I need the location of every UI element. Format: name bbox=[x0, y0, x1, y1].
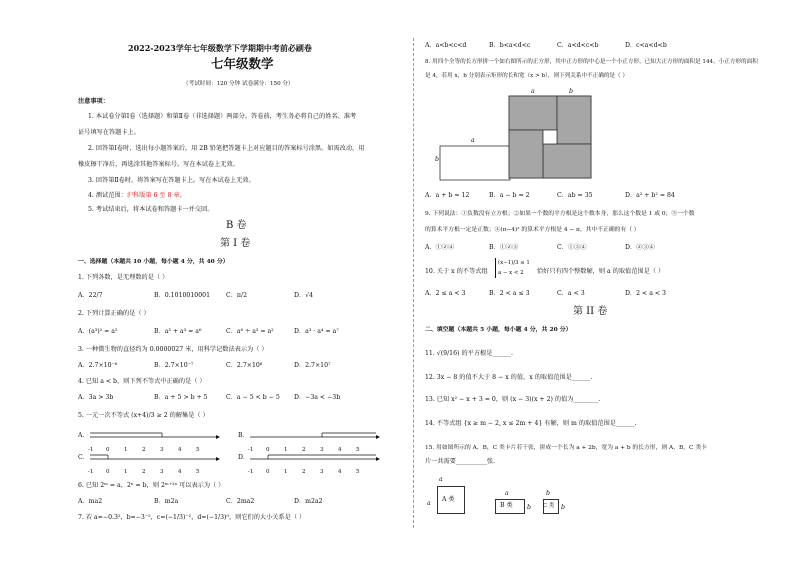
q10-system-line1: (x−1)/3 ≤ 1 bbox=[498, 260, 530, 266]
tick-label: 4 bbox=[178, 469, 182, 475]
note-2-cont: 橡皮擦干净后，再选涂其他答案标号。写在本试卷上无效。 bbox=[78, 161, 239, 168]
tick-label: 3 bbox=[320, 469, 324, 475]
q5-number-line-b bbox=[250, 430, 380, 448]
q1-option-a[interactable]: A．22/7 bbox=[78, 292, 103, 299]
card-c-side-label: b bbox=[561, 504, 565, 511]
note-3: 3. 回答第Ⅱ卷时，将答案写在答题卡上。写在本试卷上无效。 bbox=[88, 177, 255, 184]
q10-post: 恰好只有四个整数解，则 a 的取值范围是（ ） bbox=[537, 268, 665, 275]
left-column bbox=[78, 0, 408, 562]
q5-number-line-d bbox=[250, 452, 380, 470]
tick-label: 3 bbox=[160, 447, 164, 453]
q7-option-a[interactable]: A．a<b<c<d bbox=[425, 42, 467, 49]
q10-option-d[interactable]: D．2 < a < 3 bbox=[625, 290, 666, 297]
tick-label: 0 bbox=[266, 469, 270, 475]
exam-info: （考试时间：120 分钟 试卷满分：150 分） bbox=[183, 81, 294, 87]
q6-option-a[interactable]: A．ma2 bbox=[78, 498, 103, 505]
tick-label: -1 bbox=[248, 447, 254, 453]
tick-label: 1 bbox=[284, 469, 288, 475]
card-a-side-label: a bbox=[427, 500, 431, 507]
q8-square-label-b: b bbox=[569, 88, 573, 95]
q9-option-c[interactable]: C．①③④ bbox=[557, 244, 587, 251]
q13: 13. 已知 x² − x + 3 = 0，则 (x − 3)(x + 2) 的值为________. bbox=[425, 396, 601, 403]
tick-label: 1 bbox=[124, 447, 128, 453]
q8-option-b[interactable]: B．a − b = 2 bbox=[489, 192, 530, 199]
q4-stem: 4. 已知 a < b，则下列不等式中正确的是（ ） bbox=[78, 378, 206, 385]
q3-option-b[interactable]: B．2.7×10⁻⁷ bbox=[154, 362, 194, 369]
fill-in-heading: 二、填空题（本题共 5 小题，每小题 4 分，共 20 分） bbox=[425, 326, 572, 333]
q3-option-c[interactable]: C．2.7×10⁶ bbox=[226, 362, 263, 369]
q1-option-b[interactable]: B．0.1010010001 bbox=[154, 292, 211, 299]
q2-stem: 2. 下列计算正确的是（ ） bbox=[78, 310, 150, 317]
q2-option-d[interactable]: D．a³ · a⁴ = a⁷ bbox=[294, 328, 339, 335]
card-c-label: C 类 bbox=[543, 503, 555, 509]
q8-big-square-figure bbox=[509, 96, 609, 180]
subject-title: 七年级数学 bbox=[211, 56, 274, 71]
tick-label: 2 bbox=[302, 447, 306, 453]
part2-title: 第 II 卷 bbox=[573, 306, 608, 317]
note-4: 4. 测试范围：沪科版第 6 至 8 章。 bbox=[88, 192, 186, 199]
q7-option-c[interactable]: C．a<d<c<b bbox=[557, 42, 599, 49]
q6-stem: 6. 已知 2ᵐ = a，2ⁿ = b，则 2ᵐ⁺²ⁿ 可以表示为（ ） bbox=[78, 482, 225, 489]
q5-number-line-a bbox=[90, 430, 220, 448]
card-c-top-label: b bbox=[546, 490, 550, 497]
q7-option-d[interactable]: D．c<a<d<b bbox=[625, 42, 667, 49]
note-1: 1. 本试卷分第Ⅰ卷（选择题）和第Ⅱ卷（非选择题）两部分。答卷前，考生务必将自己的姓名、准考 bbox=[88, 113, 357, 120]
q10-pre: 10. 关于 x 的不等式组 bbox=[425, 268, 488, 275]
tick-label: 0 bbox=[106, 447, 110, 453]
q8-rect-label-b: b bbox=[435, 156, 439, 163]
tick-label: -1 bbox=[248, 469, 254, 475]
note-5: 5. 考试结束后，将本试卷和答题卡一并交回。 bbox=[88, 206, 214, 213]
q8-square-label-a: a bbox=[531, 88, 535, 95]
choice-heading: 一、选择题（本题共 10 小题，每小题 4 分，共 40 分） bbox=[78, 258, 229, 265]
test-scope: 沪科版第 6 至 8 章。 bbox=[126, 192, 186, 199]
q15-line1: 15. 用如图所示的 A，B，C 类卡片若干张，拼成一个长为 a + 2b，宽为 a + b 的长方形，则 A，B，C 类卡 bbox=[425, 445, 707, 451]
card-b-label: B 类 bbox=[500, 502, 513, 509]
card-b-top-label: a bbox=[505, 490, 509, 497]
q5-option-b[interactable]: B． bbox=[238, 432, 249, 439]
q9-option-b[interactable]: B．①②③ bbox=[489, 244, 519, 251]
right-column bbox=[425, 0, 758, 562]
q5-option-d[interactable]: D． bbox=[238, 454, 250, 461]
q4-option-d[interactable]: D．−3a < −3b bbox=[294, 394, 341, 401]
tick-label: 5 bbox=[356, 469, 360, 475]
tick-label: 5 bbox=[196, 447, 200, 453]
q9-line1: 9. 下列说法：①负数没有立方根；②如果一个数的平方根是这个数本身，那么这个数是 1 或 0；③一个数 bbox=[425, 211, 695, 217]
tick-label: 5 bbox=[196, 469, 200, 475]
q5-option-a[interactable]: A． bbox=[78, 432, 89, 439]
q3-stem: 3. 一种微生物的直径约为 0.0000027 米，用科学记数法表示为（ ） bbox=[78, 346, 268, 353]
q10-option-b[interactable]: B．2 < a ≤ 3 bbox=[489, 290, 530, 297]
q6-option-b[interactable]: B．m2a bbox=[154, 498, 179, 505]
q6-option-c[interactable]: C．2ma2 bbox=[226, 498, 255, 505]
q4-option-a[interactable]: A．3a > 3b bbox=[78, 394, 114, 401]
card-a-top-label: a bbox=[439, 476, 443, 483]
q1-option-d[interactable]: D．√4 bbox=[294, 292, 314, 299]
tick-label: -1 bbox=[88, 469, 94, 475]
q8-line2: 是 4，若用 x，b 分别表示矩形的长和宽（x > b），则下列关系中不正确的是（ ） bbox=[425, 73, 628, 79]
exam-title: 2022-2023学年七年级数学下学期期中考前必刷卷 bbox=[128, 43, 312, 53]
q10-option-c[interactable]: C．a < 3 bbox=[557, 290, 585, 297]
q10-option-a[interactable]: A．2 ≤ a < 3 bbox=[425, 290, 466, 297]
q9-line2: 的算术平方根一定是正数；④(π−4)² 的算术平方根是 4 − π，其中不正确的有（ ） bbox=[425, 227, 640, 233]
q2-option-c[interactable]: C．a⁶ ÷ a³ = a² bbox=[226, 328, 274, 335]
tick-label: -1 bbox=[88, 447, 94, 453]
notes-heading: 注意事项： bbox=[78, 98, 109, 105]
tick-label: 2 bbox=[142, 447, 146, 453]
tick-label: 4 bbox=[178, 447, 182, 453]
card-b-side-label: b bbox=[527, 504, 531, 511]
q5-option-c[interactable]: C． bbox=[78, 454, 89, 461]
q8-rect-label-a: a bbox=[471, 137, 475, 144]
q7-stem: 7. 若 a=−0.3²，b=−3⁻²，c=(−1/3)⁻²，d=(−1/3)⁰，则它们的大小关系是（ ） bbox=[78, 514, 306, 521]
q8-option-c[interactable]: C．ab = 35 bbox=[557, 192, 593, 199]
tick-label: 4 bbox=[338, 447, 342, 453]
q1-stem: 1. 下列各数，是无理数的是（ ） bbox=[78, 274, 169, 281]
q10-system-line2: a − x < 2 bbox=[498, 270, 524, 276]
tick-label: 4 bbox=[338, 469, 342, 475]
b-paper-title: B 卷 bbox=[226, 220, 247, 231]
q5-stem: 5. 一元一次不等式 (x+4)/3 ≥ 2 的解集是（ ） bbox=[78, 412, 209, 419]
q9-option-a[interactable]: A．①②④ bbox=[425, 244, 455, 251]
tick-label: 1 bbox=[124, 469, 128, 475]
tick-label: 2 bbox=[302, 469, 306, 475]
q12: 12. 3x − 8 的值不大于 8 − x 的值，x 的取值范围是______. bbox=[425, 374, 593, 381]
tick-label: 3 bbox=[160, 469, 164, 475]
q2-option-b[interactable]: B．a³ + a³ = a⁶ bbox=[154, 328, 202, 335]
q2-option-a[interactable]: A．(a³)² = a⁵ bbox=[78, 328, 118, 335]
note-1-cont: 证号填写在答题卡上。 bbox=[78, 129, 140, 136]
column-divider bbox=[413, 38, 414, 528]
q11: 11. √(9/16) 的平方根是______. bbox=[425, 350, 513, 357]
tick-label: 2 bbox=[142, 469, 146, 475]
q6-option-d[interactable]: D．m2a2 bbox=[294, 498, 323, 505]
q4-option-c[interactable]: C．a − 5 < b − 5 bbox=[226, 394, 280, 401]
tick-label: 5 bbox=[356, 447, 360, 453]
q1-option-c[interactable]: C．π/2 bbox=[226, 292, 248, 299]
tick-label: 0 bbox=[106, 469, 110, 475]
q8-small-rectangle bbox=[435, 138, 515, 188]
tick-label: 0 bbox=[266, 447, 270, 453]
tick-label: 1 bbox=[284, 447, 288, 453]
q4-option-b[interactable]: B．a + 5 > b + 5 bbox=[154, 394, 208, 401]
q3-option-a[interactable]: A．2.7×10⁻⁶ bbox=[78, 362, 118, 369]
card-a-label: A 类 bbox=[442, 496, 455, 503]
q3-option-d[interactable]: D．2.7×10⁷ bbox=[294, 362, 331, 369]
q15-line2: 片一共需要__________张. bbox=[425, 458, 496, 465]
note-2: 2. 回答第Ⅰ卷时，选出每小题答案后，用 2B 铅笔把答题卡上对应题目的答案标号涂黑。如需改动，用 bbox=[88, 145, 365, 152]
q14: 14. 不等式组 {x ≥ m − 2, x ≤ 2m + 4} 有解，则 m 的取值范围是______. bbox=[425, 420, 637, 427]
q10-system bbox=[495, 258, 530, 278]
q8-option-a[interactable]: A．a + b = 12 bbox=[425, 192, 470, 199]
part1-title: 第 I 卷 bbox=[220, 238, 251, 249]
q5-number-line-c bbox=[90, 452, 220, 470]
q8-line1: 8. 用四个全等的长方形拼一个如右图所示的正方形，其中正方形的中心是一个小正方形，已知大正方形的面积是 144，小正方形的面积 bbox=[425, 59, 758, 65]
tick-label: 3 bbox=[320, 447, 324, 453]
q8-option-d[interactable]: D．a² + b² = 84 bbox=[625, 192, 675, 199]
q9-option-d[interactable]: D．②③④ bbox=[625, 244, 655, 251]
q7-option-b[interactable]: B．b<a<d<c bbox=[489, 42, 531, 49]
